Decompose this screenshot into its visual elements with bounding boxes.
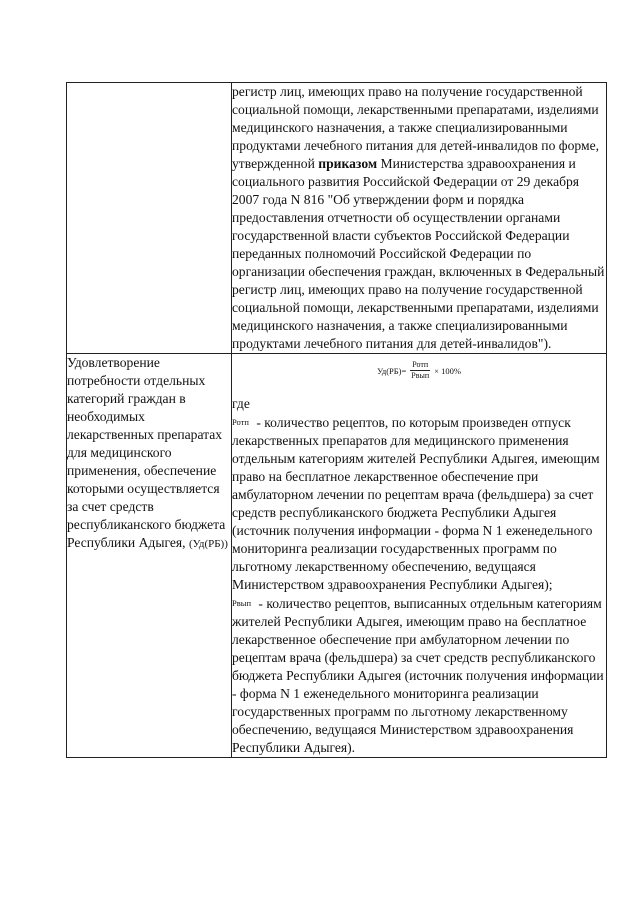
definition-2-text: - количество рецептов, выписанных отдельным категориям жителей Республики Адыгея, имеющим право на бесплатное лекарственное обеспечение при амбулаторном лечении по рецептам врача (фельдшера) за счет средств республиканского бюджета Республики Адыгея (источник получения информации - форма N 1 еженедельного мониторинга реализации государственных программ по льготному лекарственному обеспечению, ведущаяся Министерством здравоохранения Республики Адыгея).: [232, 596, 604, 755]
definition-1: [232, 413, 606, 594]
definition-2: [232, 594, 606, 757]
formula-fraction: [409, 360, 431, 381]
where-label: где: [232, 396, 250, 411]
definition-1-variable: Ротп: [232, 417, 249, 427]
indicator-table: [66, 82, 607, 758]
definition-1-text: - количество рецептов, по которым произведен отпуск лекарственных препаратов для медицинского применения отдельным категориям жителей Республики Адыгея, имеющим право на бесплатное лекарственное обеспечение при амбулаторном лечении по рецептам врача (фельдшера) за счет средств республиканского бюджета Республики Адыгея (источник получения информации - форма N 1 еженедельного мониторинга реализации государственных программ по льготному лекарственному обеспечению, ведущаяся Министерством здравоохранения Республики Адыгея);: [232, 415, 600, 592]
table-cell-indicator-name: [67, 354, 232, 758]
method-text-part2: Министерства здравоохранения и социального развития Российской Федерации от 29 декабря 2007 года N 816 "Об утверждении форм и порядка предоставления отчетности об осуществлении органами государственной власти субъектов Российской Федерации переданных полномочий Российской Федерации по организации обеспечения граждан, включенных в Федеральный регистр лиц, имеющих право на получение государственной социальной помощи, лекарственными препаратами, изделиями медицинского назначения, а также специализированными продуктами лечебного питания для детей-инвалидов").: [232, 156, 605, 351]
definition-2-variable: Рвып: [232, 598, 252, 608]
formula-lhs: Уд(РБ)=: [377, 365, 407, 376]
table-cell-empty: [67, 83, 232, 354]
order-link-word: приказом: [318, 156, 378, 171]
formula-multiplier: × 100%: [434, 365, 461, 376]
table-cell-formula: [232, 354, 607, 758]
indicator-symbol: (Уд(РБ)): [188, 538, 228, 550]
formula-denominator: Рвып: [411, 371, 430, 380]
formula-numerator: Ротп: [412, 360, 429, 369]
table-row: [67, 354, 607, 758]
formula: [232, 360, 606, 381]
table-cell-method: [232, 83, 607, 354]
method-text-part1: регистр лиц, имеющих право на получение государственной социальной помощи, лекарственными препаратами, изделиями медицинского назначения, а также специализированными продуктами лечебного питания для детей-инвалидов по форме, утвержденной: [232, 84, 599, 171]
indicator-name: Удовлетворение потребности отдельных категорий граждан в необходимых лекарственных препаратах для медицинского применения, обеспечение которыми осуществляется за счет средств республиканского бюджета Республики Адыгея,: [67, 355, 226, 550]
table-row: [67, 83, 607, 354]
